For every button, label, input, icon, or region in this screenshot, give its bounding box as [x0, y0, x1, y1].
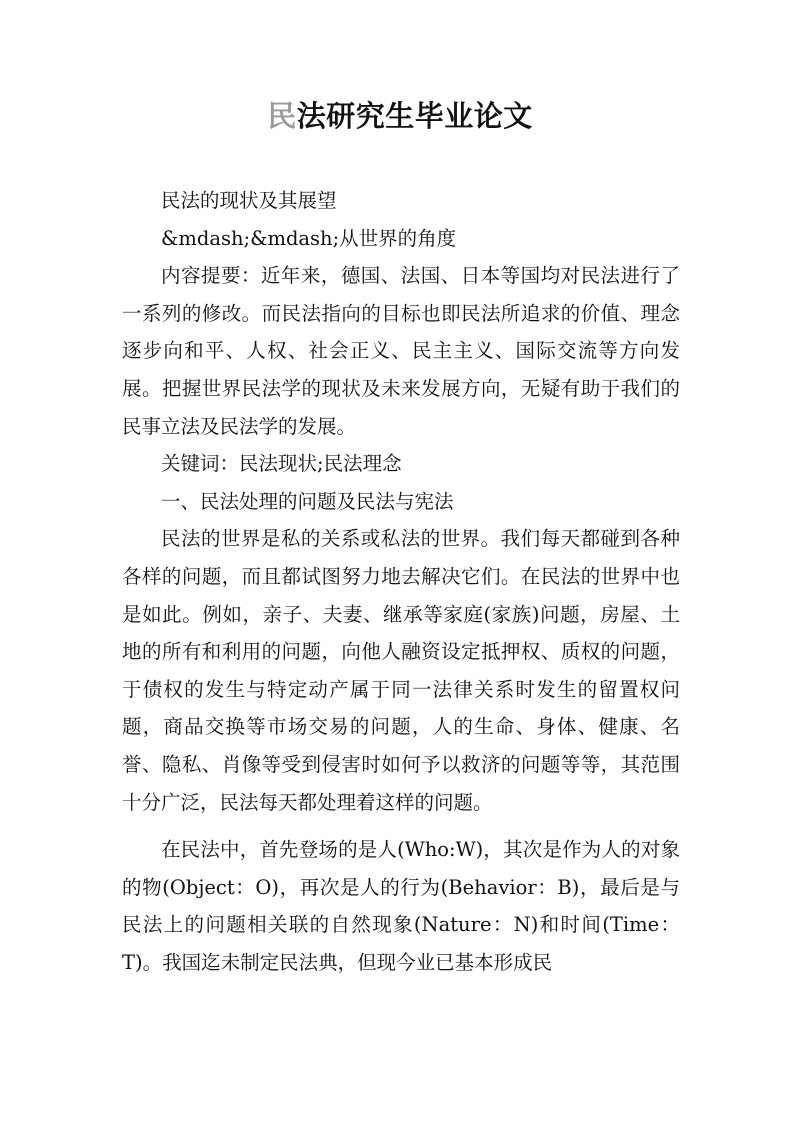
subtitle-perspective: &mdash;&mdash;从世界的角度 — [161, 226, 457, 250]
subtitle-line: 民法的现状及其展望 — [161, 189, 337, 212]
title-rest: 法研究生毕业论文 — [296, 99, 533, 133]
section-heading: 一、民法处理的问题及民法与宪法 — [161, 489, 454, 513]
keywords-line: 关键词：民法现状;民法理念 — [161, 452, 402, 476]
body-paragraph: 在民法中，首先登场的是人(Who:W)，其次是作为人的对象的物(Object：O)，再次是人的行为(Behavior：B)，最后是与民法上的问题相关联的自然现象(Nature：N)和时间(Time：T)。我国迄未制定民法典，但现今业已基本形成民 — [122, 838, 680, 974]
document-body — [122, 182, 680, 981]
title-first-char: 民 — [267, 99, 297, 133]
document-title — [0, 96, 800, 136]
abstract-paragraph: 内容提要：近年来，德国、法国、日本等国均对民法进行了一系列的修改。而民法指向的目标也即民法所追求的价值、理念逐步向和平、人权、社会正义、民主主义、国际交流等方向发展。把握世界民法学的现状及未来发展方向，无疑有助于我们的民事立法及民法学的发展。 — [122, 264, 680, 438]
body-paragraph: 民法的世界是私的关系或私法的世界。我们每天都碰到各种各样的问题，而且都试图努力地去解决它们。在民法的世界中也是如此。例如，亲子、夫妻、继承等家庭(家族)问题，房屋、土地的所有和利用的问题，向他人融资设定抵押权、质权的问题，于债权的发生与特定动产属于同一法律关系时发生的留置权问题，商品交换等市场交易的问题，人的生命、身体、健康、名誉、隐私、肖像等受到侵害时如何予以救济的问题等等，其范围十分广泛，民法每天都处理着这样的问题。 — [122, 527, 680, 814]
